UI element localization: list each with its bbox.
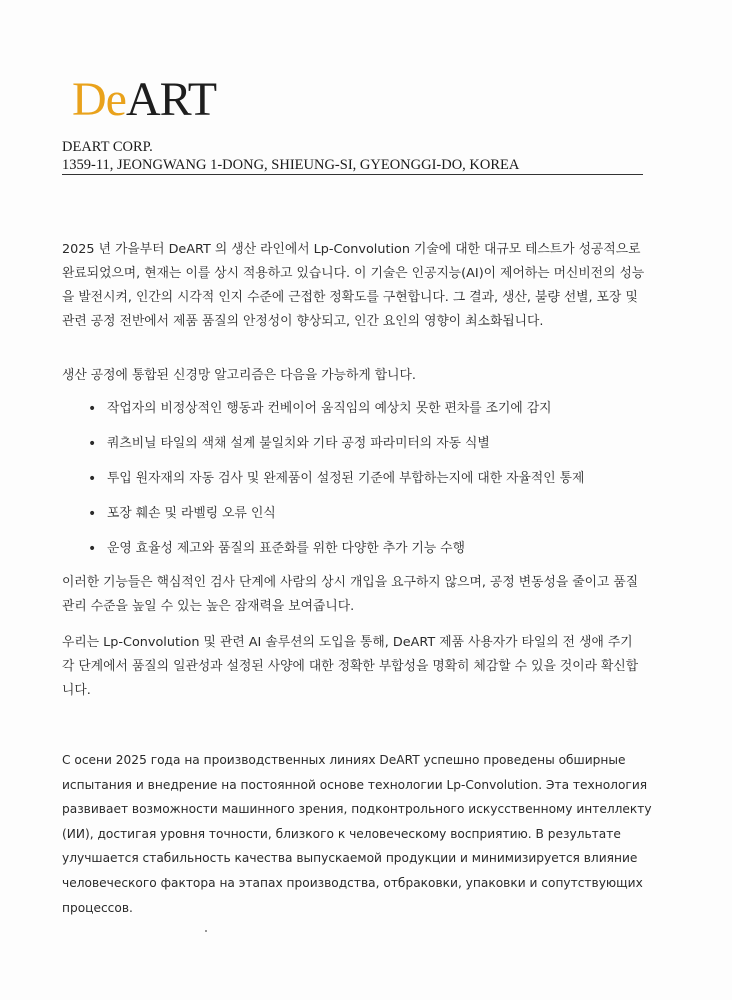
- logo-letter-d: D: [72, 73, 106, 126]
- logo-letter-e: e: [105, 73, 126, 126]
- list-item: [62, 537, 662, 572]
- bullet-icon: •: [88, 401, 97, 417]
- list-item-text: 투입 원자재의 자동 검사 및 완제품이 설정된 기준에 부합하는지에 대한 자율적인 통제: [107, 471, 585, 486]
- list-item-text: 작업자의 비정상적인 행동과 컨베이어 움직임의 예상치 못한 편차를 조기에 감지: [107, 401, 552, 416]
- korean-p3-text: 이러한 기능들은 핵심적인 검사 단계에 사람의 상시 개입을 요구하지 않으며, 공정 변동성을 줄이고 품질 관리 수준을 높일 수 있는 높은 잠재력을 보여줍니다.: [62, 575, 639, 614]
- company-logo: [72, 73, 217, 126]
- list-item-text: 운영 효율성 제고와 품질의 표준화를 위한 다양한 추가 기능 수행: [107, 541, 466, 556]
- korean-p4-text: 우리는 Lp-Convolution 및 관련 AI 솔루션의 도입을 통해, DeART 제품 사용자가 타일의 전 생애 주기 각 단계에서 품질의 일관성과 설정된 사양에 대한 정확한 부합성을 명확히 체감할 수 있을 것이라 확신합니다.: [62, 635, 639, 698]
- capabilities-list: [62, 397, 662, 572]
- logo-letters-art: ART: [125, 73, 217, 126]
- list-item-text: 포장 훼손 및 라벨링 오류 인식: [107, 506, 276, 521]
- scan-speck: [205, 930, 207, 932]
- korean-paragraph-3: [62, 571, 647, 619]
- company-name: DEART CORP.: [62, 139, 153, 155]
- list-item: [62, 432, 662, 467]
- list-item: [62, 502, 662, 537]
- korean-lead-paragraph: [62, 364, 647, 388]
- list-item: [62, 397, 662, 432]
- korean-paragraph-4: [62, 631, 647, 703]
- company-address: 1359-11, JEONGWANG 1-DONG, SHIEUNG-SI, GYEONGGI-DO, KOREA: [62, 157, 520, 173]
- korean-intro-paragraph: [62, 238, 647, 334]
- header-divider: [62, 174, 643, 175]
- bullet-icon: •: [88, 541, 97, 557]
- list-item-text: 쿼츠비닐 타일의 색채 설계 불일치와 기타 공정 파라미터의 자동 식별: [107, 436, 490, 451]
- korean-lead-text: 생산 공정에 통합된 신경망 알고리즘은 다음을 가능하게 합니다.: [62, 368, 416, 383]
- korean-intro-text: 2025 년 가을부터 DeART 의 생산 라인에서 Lp-Convolution 기술에 대한 대규모 테스트가 성공적으로 완료되었으며, 현재는 이를 상시 적용하고 있습니다. 이 기술은 인공지능(AI)이 제어하는 머신비전의 성능을 발전시켜, 인간의 시각적 인지 수준에 근접한 정확도를 구현합니다. 그 결과, 생산, 불량 선별, 포장 및 관련 공정 전반에서 제품 품질의 안정성이 향상되고, 인간 요인의 영향이 최소화됩니다.: [62, 242, 645, 329]
- bullet-icon: •: [88, 436, 97, 452]
- list-item: [62, 467, 662, 502]
- company-header: [62, 138, 519, 174]
- bullet-icon: •: [88, 471, 97, 487]
- russian-paragraph: [62, 748, 652, 920]
- bullet-icon: •: [88, 506, 97, 522]
- russian-text: С осени 2025 года на производственных линиях DeART успешно проведены обширные испытания и внедрение на постоянной основе технологии Lp-Convolution. Эта технология развивает возможности машинного зрения, подконтрольного искусственному интеллекту (ИИ), достигая уровня точности, близкого к человеческому восприятию. В результате улучшается стабильность качества выпускаемой продукции и минимизируется влияние человеческого фактора на этапах производства, отбраковки, упаковки и сопутствующих процессов.: [62, 753, 652, 915]
